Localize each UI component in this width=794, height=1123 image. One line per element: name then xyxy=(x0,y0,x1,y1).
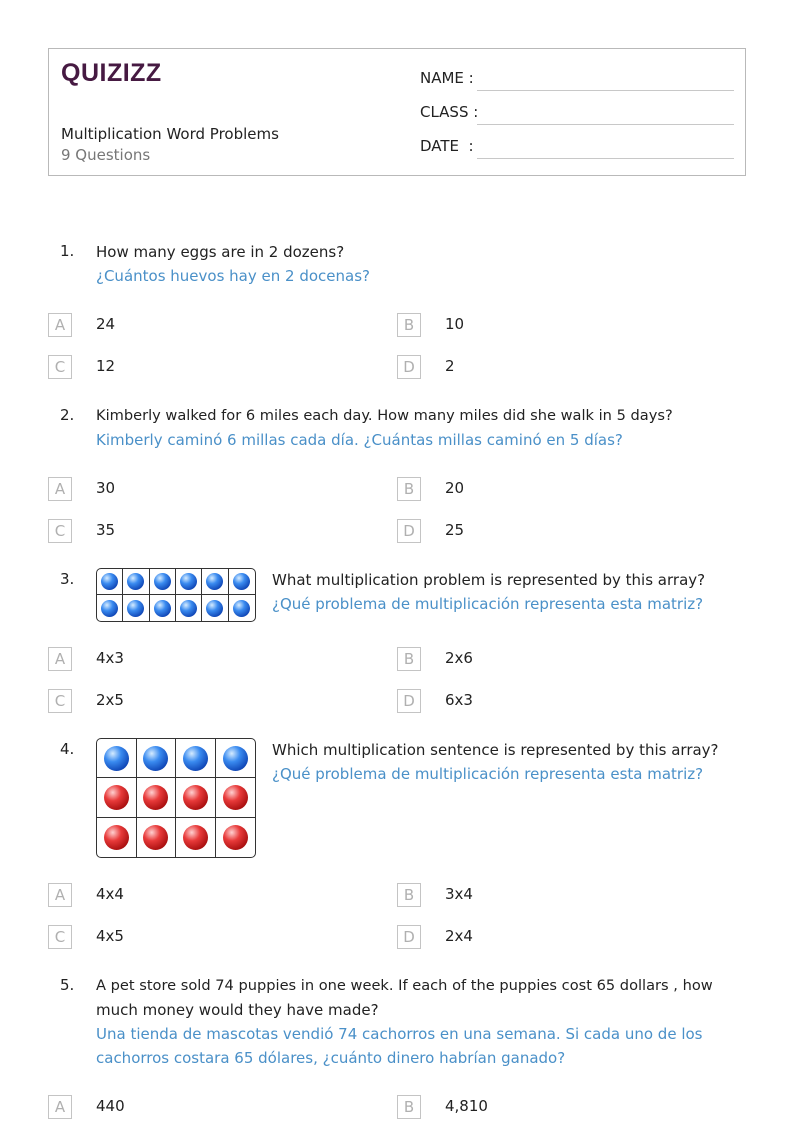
option-text: 2x5 xyxy=(96,691,124,709)
array-cell xyxy=(216,778,256,817)
red-ball xyxy=(223,785,248,810)
array-image xyxy=(96,738,256,858)
option-text: 10 xyxy=(445,315,465,333)
option-text: 20 xyxy=(445,479,465,497)
option-text: 12 xyxy=(96,357,116,375)
array-cell xyxy=(150,569,176,595)
option-letter-box[interactable]: A xyxy=(48,1095,72,1119)
array-cell xyxy=(229,595,255,621)
question-number: 3. xyxy=(60,570,75,588)
array-cell xyxy=(97,818,137,857)
array-cell xyxy=(97,739,137,778)
class-field[interactable] xyxy=(420,101,734,125)
blue-ball xyxy=(183,746,208,771)
blue-ball xyxy=(180,573,197,590)
array-cell xyxy=(123,595,149,621)
array-cell xyxy=(97,778,137,817)
blue-ball xyxy=(180,600,197,617)
option-letter-box[interactable]: B xyxy=(397,1095,421,1119)
option-letter-box[interactable]: D xyxy=(397,355,421,379)
option-text: 4x5 xyxy=(96,927,124,945)
option-text: 6x3 xyxy=(445,691,473,709)
blue-ball xyxy=(206,573,223,590)
array-cell xyxy=(202,569,228,595)
question-text-line: A pet store sold 74 puppies in one week. If each of the puppies cost 65 dollars , how xyxy=(96,977,713,994)
red-ball xyxy=(183,785,208,810)
worksheet-header xyxy=(48,48,746,176)
blue-ball xyxy=(206,600,223,617)
option-letter-box[interactable]: C xyxy=(48,689,72,713)
question-number: 5. xyxy=(60,976,75,994)
option-text: 4,810 xyxy=(445,1097,488,1115)
option-letter-box[interactable]: C xyxy=(48,355,72,379)
blue-ball xyxy=(101,573,118,590)
option-text: 4x4 xyxy=(96,885,124,903)
option-letter-box[interactable]: B xyxy=(397,647,421,671)
name-field[interactable] xyxy=(420,67,734,91)
blue-ball xyxy=(223,746,248,771)
question-number: 1. xyxy=(60,242,75,260)
option-letter-box[interactable]: A xyxy=(48,313,72,337)
class-line[interactable] xyxy=(477,124,734,125)
array-cell xyxy=(137,778,177,817)
question-text: What multiplication problem is represented by this array? xyxy=(272,571,706,589)
date-line[interactable] xyxy=(477,158,734,159)
option-letter-box[interactable]: B xyxy=(397,313,421,337)
question-number: 2. xyxy=(60,406,75,424)
option-text: 2 xyxy=(445,357,455,375)
option-letter-box[interactable]: C xyxy=(48,925,72,949)
array-cell xyxy=(176,778,216,817)
option-text: 2x6 xyxy=(445,649,473,667)
question-text: How many eggs are in 2 dozens? xyxy=(96,243,345,261)
red-ball xyxy=(104,785,129,810)
quizizz-logo: QUIZIZZ xyxy=(61,59,162,87)
question-text: Kimberly walked for 6 miles each day. How many miles did she walk in 5 days? xyxy=(96,407,673,424)
question-translation: Kimberly caminó 6 millas cada día. ¿Cuántas millas caminó en 5 días? xyxy=(96,431,623,449)
option-text: 24 xyxy=(96,315,116,333)
question-translation: ¿Cuántos huevos hay en 2 docenas? xyxy=(96,267,370,285)
red-ball xyxy=(223,825,248,850)
option-letter-box[interactable]: A xyxy=(48,883,72,907)
array-cell xyxy=(176,818,216,857)
class-label: CLASS : xyxy=(420,103,479,121)
array-cell xyxy=(150,595,176,621)
option-text: 2x4 xyxy=(445,927,473,945)
option-text: 25 xyxy=(445,521,465,539)
option-letter-box[interactable]: C xyxy=(48,519,72,543)
option-letter-box[interactable]: B xyxy=(397,477,421,501)
blue-ball xyxy=(233,600,250,617)
option-letter-box[interactable]: D xyxy=(397,519,421,543)
array-cell xyxy=(123,569,149,595)
question-translation: ¿Qué problema de multiplicación representa esta matriz? xyxy=(272,765,704,783)
question-text: Which multiplication sentence is represented by this array? xyxy=(272,741,719,759)
name-line[interactable] xyxy=(477,90,734,91)
blue-ball xyxy=(154,600,171,617)
blue-ball xyxy=(101,600,118,617)
blue-ball xyxy=(154,573,171,590)
date-label: DATE : xyxy=(420,137,474,155)
array-cell xyxy=(202,595,228,621)
option-letter-box[interactable]: D xyxy=(397,925,421,949)
array-cell xyxy=(176,569,202,595)
array-cell xyxy=(97,569,123,595)
date-field[interactable] xyxy=(420,135,734,159)
blue-ball xyxy=(104,746,129,771)
array-cell xyxy=(137,739,177,778)
blue-ball xyxy=(233,573,250,590)
array-cell xyxy=(229,569,255,595)
question-text-line: much money would they have made? xyxy=(96,1001,379,1019)
option-letter-box[interactable]: B xyxy=(397,883,421,907)
array-cell xyxy=(216,818,256,857)
array-cell xyxy=(97,595,123,621)
option-text: 4x3 xyxy=(96,649,124,667)
array-cell xyxy=(176,739,216,778)
question-translation-line: Una tienda de mascotas vendió 74 cachorros en una semana. Si cada uno de los xyxy=(96,1025,703,1043)
blue-ball xyxy=(127,573,144,590)
blue-ball xyxy=(127,600,144,617)
question-translation: ¿Qué problema de multiplicación representa esta matriz? xyxy=(272,595,704,613)
worksheet-title: Multiplication Word Problems xyxy=(61,125,279,143)
option-text: 3x4 xyxy=(445,885,473,903)
name-label: NAME : xyxy=(420,69,474,87)
option-text: 30 xyxy=(96,479,116,497)
option-text: 35 xyxy=(96,521,116,539)
array-cell xyxy=(216,739,256,778)
option-letter-box[interactable]: D xyxy=(397,689,421,713)
red-ball xyxy=(104,825,129,850)
question-number: 4. xyxy=(60,740,75,758)
option-letter-box[interactable]: A xyxy=(48,647,72,671)
question-translation-line: cachorros costara 65 dólares, ¿cuánto dinero habrían ganado? xyxy=(96,1049,566,1067)
array-image xyxy=(96,568,256,622)
array-cell xyxy=(176,595,202,621)
question-count: 9 Questions xyxy=(61,146,151,164)
red-ball xyxy=(143,825,168,850)
option-letter-box[interactable]: A xyxy=(48,477,72,501)
array-cell xyxy=(137,818,177,857)
option-text: 440 xyxy=(96,1097,125,1115)
blue-ball xyxy=(143,746,168,771)
red-ball xyxy=(143,785,168,810)
red-ball xyxy=(183,825,208,850)
